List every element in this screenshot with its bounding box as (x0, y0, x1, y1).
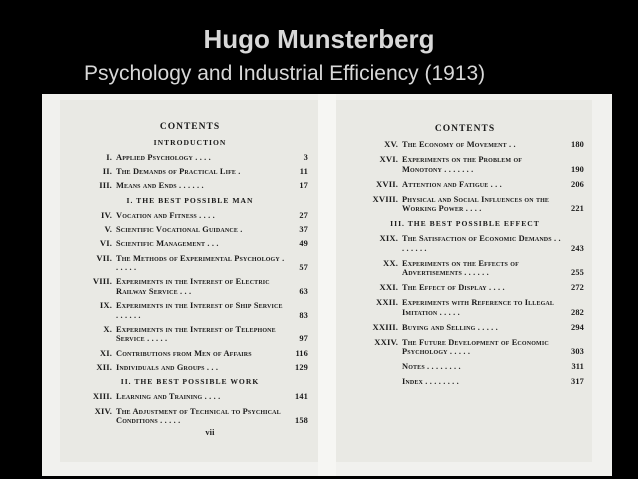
page-number: 303 (570, 347, 584, 357)
toc-entry (346, 323, 584, 333)
page-number: 11 (299, 167, 308, 177)
chapter-title: Applied Psychology . . . . (116, 153, 211, 162)
chapter-number: XIX. (379, 233, 398, 244)
page-number: 282 (570, 307, 584, 317)
chapter-title: Scientific Management . . . (116, 239, 219, 249)
chapter-title: Index . . . . . . . . (402, 377, 459, 387)
toc-entry (346, 180, 584, 190)
folio-number: vii (205, 428, 215, 438)
contents-page-left (60, 100, 318, 462)
page-number: 255 (570, 268, 584, 278)
toc-entry (346, 283, 584, 293)
chapter-title: The Methods of Experimental Psychology . . . . . . (116, 253, 285, 273)
page-number: 141 (294, 392, 308, 402)
chapter-number: X. (103, 323, 112, 334)
chapter-title: Contributions from Men of Affairs (116, 348, 252, 358)
toc-entry (346, 338, 584, 357)
chapter-title: The Adjustment of Technical to Psychical Conditions . . . . . (116, 406, 281, 426)
page-number: 83 (299, 310, 308, 320)
chapter-title: Notes . . . . . . . . (402, 362, 461, 372)
chapter-number: XX. (382, 257, 398, 268)
page-number: 129 (294, 362, 308, 372)
toc-entry (346, 155, 584, 174)
page-number: 57 (299, 263, 308, 273)
section-heading-best-possible-effect: III. THE BEST POSSIBLE EFFECT (390, 219, 540, 229)
chapter-title: Vocation and Fitness . . . . (116, 210, 215, 220)
page-number: 180 (570, 140, 584, 149)
page-number: 17 (299, 181, 308, 191)
page-number: 221 (570, 204, 584, 214)
chapter-number: III. (99, 180, 112, 191)
toc-entry (72, 363, 308, 373)
chapter-number: I. (106, 152, 112, 162)
page-number: 311 (571, 362, 584, 372)
chapter-title: Physical and Social Influences on the Working Power . . . . (402, 194, 550, 214)
toc-entry (72, 407, 308, 426)
chapter-number: XIII. (92, 391, 112, 402)
chapter-title: Individuals and Groups . . . (116, 362, 219, 372)
page-number: 272 (570, 283, 584, 293)
chapter-title: The Future Development of Economic Psychology . . . . . (402, 337, 549, 357)
page-number: 37 (299, 225, 308, 235)
chapter-number: XXI. (379, 282, 398, 293)
chapter-title: Experiments in the Interest of Ship Service . . . . . . (116, 301, 283, 320)
chapter-title: The Effect of Display . . . . (402, 283, 505, 293)
chapter-number: XXIII. (372, 321, 398, 332)
chapter-title: Buying and Selling . . . . . (402, 322, 498, 332)
page-number: 317 (570, 377, 584, 387)
chapter-title: Experiments in the Interest of Electric Railway Service . . . (116, 277, 270, 296)
contents-page-right (336, 100, 592, 462)
slide-title: Hugo Munsterberg (203, 24, 435, 54)
chapter-number: XI. (99, 347, 112, 358)
page-number: 294 (570, 322, 584, 332)
page-number: 3 (303, 153, 308, 162)
toc-entry (346, 195, 584, 214)
chapter-number: XVII. (376, 178, 398, 189)
chapter-title: Experiments on the Effects of Advertisements . . . . . . (402, 258, 519, 278)
chapter-title: Attention and Fatigue . . . (402, 179, 502, 189)
chapter-number: XII. (96, 361, 112, 372)
toc-entry (72, 325, 308, 344)
chapter-number: IV. (100, 209, 112, 220)
toc-entry (72, 392, 308, 402)
toc-entry (346, 140, 584, 150)
chapter-number: V. (104, 224, 112, 235)
chapter-title: Learning and Training . . . . (116, 392, 221, 402)
page-number: 63 (299, 286, 308, 296)
chapter-number: IX. (99, 300, 112, 311)
toc-entry (346, 377, 584, 387)
page-number: 116 (295, 348, 308, 358)
book-gutter (318, 94, 336, 476)
chapter-number: II. (102, 166, 112, 177)
page-number: 27 (299, 210, 308, 220)
chapter-title: The Satisfaction of Economic Demands . . . . . . . . (402, 234, 561, 253)
toc-entry (346, 298, 584, 317)
chapter-title: Means and Ends . . . . . . (116, 181, 204, 191)
chapter-number: XIV. (94, 405, 112, 416)
contents-heading: CONTENTS (159, 122, 221, 132)
section-heading-introduction: INTRODUCTION (153, 138, 227, 147)
toc-entry (72, 254, 308, 273)
page-number: 206 (570, 179, 584, 189)
chapter-title: The Demands of Practical Life . (116, 167, 241, 177)
slide-subtitle: Psychology and Industrial Efficiency (1913) (84, 62, 486, 85)
chapter-title: The Economy of Movement . . (402, 140, 516, 149)
chapter-number: XV. (384, 139, 398, 149)
section-heading-best-possible-man: I. THE BEST POSSIBLE MAN (126, 195, 254, 205)
toc-entry (72, 153, 308, 163)
page-number: 97 (299, 334, 308, 344)
page-number: 49 (299, 239, 308, 249)
toc-entry (72, 301, 308, 320)
chapter-number: VI. (99, 238, 112, 249)
contents-heading: CONTENTS (434, 124, 496, 134)
toc-entry (72, 225, 308, 235)
section-heading-best-possible-work: II. THE BEST POSSIBLE WORK (120, 377, 260, 387)
chapter-number: VII. (96, 252, 112, 263)
page-number: 243 (570, 243, 584, 253)
chapter-number: XXII. (376, 297, 398, 308)
chapter-number: VIII. (92, 276, 112, 287)
toc-entry (346, 362, 584, 372)
chapter-title: Experiments in the Interest of Telephone Service . . . . . (116, 324, 276, 344)
toc-entry (346, 259, 584, 278)
toc-entry (72, 211, 308, 221)
chapter-title: Experiments with Reference to Illegal Imitation . . . . . (402, 298, 555, 317)
page-number: 190 (570, 164, 584, 174)
toc-entry (72, 167, 308, 177)
page-number: 158 (294, 416, 308, 426)
chapter-title: Scientific Vocational Guidance . (116, 225, 243, 235)
chapter-number: XVI. (379, 153, 398, 164)
toc-entry (72, 277, 308, 296)
chapter-number: XXIV. (374, 336, 398, 347)
toc-entry (72, 181, 308, 191)
toc-entry (72, 239, 308, 249)
toc-entry (72, 349, 308, 359)
chapter-title: Experiments on the Problem of Monotony . . . . . . . (402, 154, 523, 174)
chapter-number: XVIII. (372, 193, 398, 204)
toc-entry (346, 234, 584, 253)
